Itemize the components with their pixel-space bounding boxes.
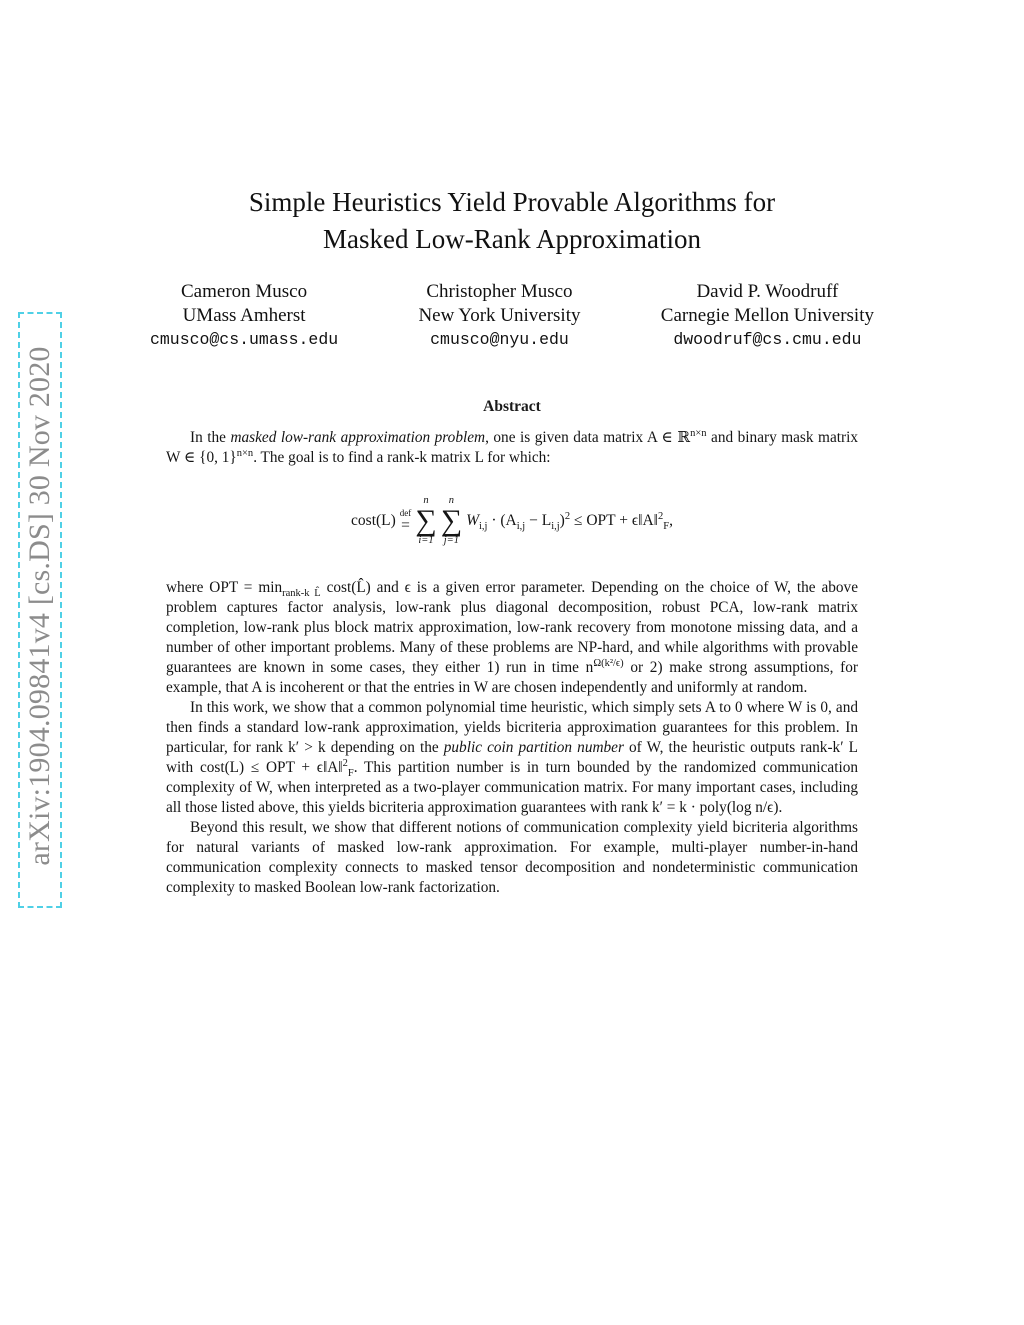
text-run: , one is given data matrix A ∈ ℝ [485, 429, 691, 446]
title-line-1: Simple Heuristics Yield Provable Algorithms for [248, 187, 776, 217]
superscript: 2 [658, 510, 664, 522]
text-run: In the [190, 429, 231, 446]
sum-lower: i=1 [418, 535, 434, 546]
superscript: 2 [564, 510, 571, 522]
subscript: i,j [479, 521, 488, 533]
author-block [150, 280, 338, 352]
author-name: Christopher Musco [426, 281, 573, 302]
superscript: Ω(k²/ϵ) [593, 657, 624, 669]
sum-j [441, 496, 462, 547]
superscript: 2 [342, 757, 348, 769]
text-run: . This partition number is in turn bounded by the randomized communication complexity of W, when interpreted as a two-player communication matrix. For many important cases, including all those listed above, this yields bicriteria approximation guarantees with rank k′ = k · poly(log n/ϵ). [166, 759, 858, 816]
eq-term: · (A [487, 512, 517, 529]
author-affiliation: UMass Amherst [182, 305, 306, 326]
abstract-paragraph-2 [166, 578, 858, 698]
author-email[interactable]: dwoodruf@cs.cmu.edu [673, 330, 862, 349]
eq-rhs: ≤ OPT + ϵ‖A‖ [570, 512, 658, 529]
abstract-paragraph-1 [166, 428, 858, 468]
author-email[interactable]: cmusco@nyu.edu [430, 330, 569, 349]
emphasis-term: masked low-rank approximation problem [230, 429, 486, 446]
author-affiliation: New York University [418, 305, 581, 326]
eq-term: − L [525, 512, 552, 529]
eq-term: W [466, 512, 479, 529]
equals-sign: = [401, 516, 410, 534]
emphasis-term: public coin partition number [443, 739, 624, 756]
subscript: F [347, 768, 354, 780]
author-list [150, 280, 874, 352]
text-run: and binary mask matrix W ∈ {0, 1} [166, 429, 858, 466]
subscript: F [663, 521, 670, 533]
sum-upper: n [423, 494, 429, 506]
superscript: n×n [236, 447, 254, 459]
title-line-2: Masked Low-Rank Approximation [323, 224, 701, 254]
abstract-paragraph-3 [166, 698, 858, 818]
author-email[interactable]: cmusco@cs.umass.edu [150, 330, 339, 349]
sum-lower: j=1 [443, 535, 460, 546]
author-block [418, 280, 580, 352]
def-equals [400, 509, 412, 534]
text-run: of W, the heuristic outputs rank-k′ L with cost(L) ≤ OPT + ϵ‖A‖ [166, 739, 858, 776]
eq-term: ) [559, 512, 565, 529]
abstract-body [166, 428, 858, 898]
superscript: n×n [690, 427, 707, 439]
subscript: rank-k L̂ [282, 588, 321, 600]
eq-term: , [669, 512, 673, 529]
author-name: David P. Woodruff [696, 281, 839, 302]
abstract-heading: Abstract [483, 398, 541, 415]
sum-upper: n [448, 494, 454, 506]
author-name: Cameron Musco [181, 281, 308, 302]
sigma-symbol: ∑ [440, 504, 463, 537]
sigma-symbol: ∑ [415, 504, 437, 537]
eq-body [466, 511, 673, 531]
text-run: cost(L̂) and ϵ is a given error parameter. Depending on the choice of W, the above problem captures factor analysis, low-rank plus diagonal decomposition, robust PCA, low-rank matrix completion, low-rank plus block matrix approximation, low-rank recovery from monotone missing data, and a number of other important problems. Many of these problems are NP-hard, and while algorithms with provable guarantees are known in some cases, they either 1) run in time n [166, 579, 858, 676]
subscript: i,j [516, 521, 526, 533]
def-label: def [399, 507, 412, 518]
cost-equation [166, 486, 858, 556]
subscript: i,j [551, 521, 560, 533]
text-run: . The goal is to find a rank-k matrix L for which: [253, 449, 551, 466]
text-run: In this work, we show that a common polynomial time heuristic, which simply sets A to 0 where W is 0, and then finds a standard low-rank approximation, yields bicriteria approximation guarantees for this problem. In particular, for rank k′ > k depending on the [166, 699, 858, 756]
author-block [661, 280, 874, 352]
author-affiliation: Carnegie Mellon University [660, 305, 874, 326]
text-run: where OPT = min [166, 579, 283, 596]
sum-i [415, 496, 436, 547]
text-run: or 2) make strong assumptions, for example, that A is incoherent or that the entries in W are chosen independently and uniformly at random. [166, 659, 858, 696]
eq-lhs: cost(L) [351, 512, 396, 529]
arxiv-identifier[interactable]: arXiv:1904.09841v4 [cs.DS] 30 Nov 2020 [23, 346, 56, 866]
abstract-paragraph-4: Beyond this result, we show that different notions of communication complexity yield bicriteria algorithms for natural variants of masked low-rank approximation. For example, multi-player number-in-hand communication complexity connects to masked tensor decomposition and nondeterministic communication complexity to masked Boolean low-rank factorization. [166, 819, 858, 896]
paper-title [160, 184, 864, 258]
